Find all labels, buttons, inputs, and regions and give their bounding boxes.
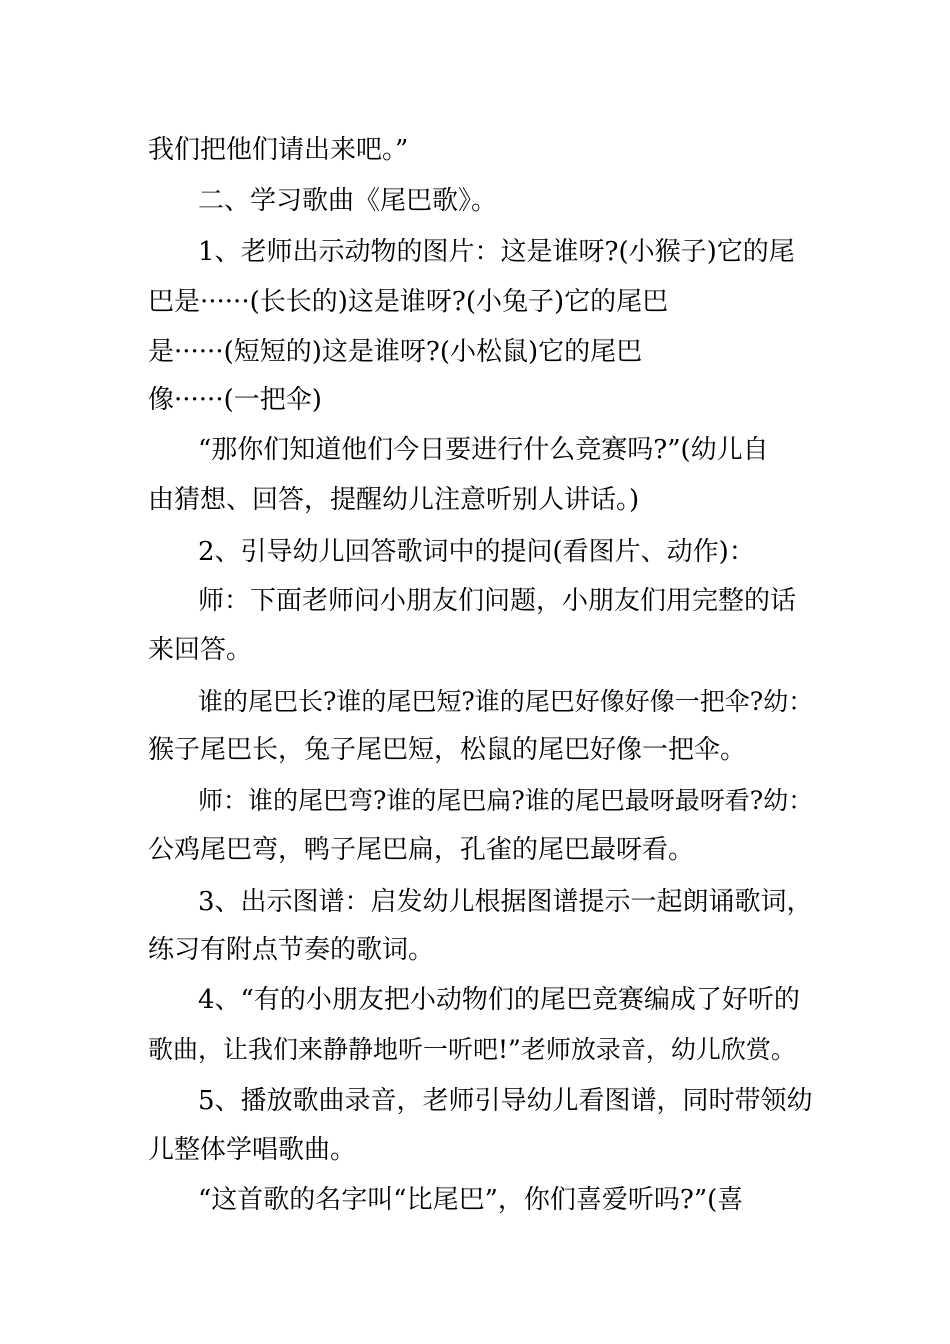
text-line: 猴子尾巴长，兔子尾巴短，松鼠的尾巴好像一把伞。 (148, 735, 747, 765)
text-line: “这首歌的名字叫“比尾巴”，你们喜爱听吗?”(喜 (198, 1185, 744, 1215)
text-line: 3、出示图谱：启发幼儿根据图谱提示一起朗诵歌词， (198, 887, 813, 917)
text-line: 由猜想、回答，提醒幼儿注意听别人讲话。) (148, 485, 640, 515)
text-line: 2、引导幼儿回答歌词中的提问(看图片、动作)： (198, 537, 755, 567)
text-line: 4、“有的小朋友把小动物们的尾巴竞赛编成了好听的 (198, 985, 800, 1015)
text-line: 公鸡尾巴弯，鸭子尾巴扁，孔雀的尾巴最呀看。 (148, 835, 695, 865)
section-heading: 二、学习歌曲《尾巴歌》。 (198, 186, 498, 216)
text-line: 歌曲，让我们来静静地听一听吧!”老师放录音，幼儿欣赏。 (148, 1035, 796, 1064)
text-line: 师：谁的尾巴弯?谁的尾巴扁?谁的尾巴最呀最呀看?幼： (198, 786, 814, 815)
text-line: 师：下面老师问小朋友们问题，小朋友们用完整的话 (198, 586, 797, 616)
text-line: 谁的尾巴长?谁的尾巴短?谁的尾巴好像好像一把伞?幼： (198, 687, 814, 716)
text-line: “那你们知道他们今日要进行什么竞赛吗?”(幼儿自 (198, 435, 769, 465)
text-line: 来回答。 (148, 635, 253, 665)
text-line: 巴是······(长长的)这是谁呀?(小兔子)它的尾巴 (148, 287, 669, 317)
text-line: 我们把他们请出来吧。” (148, 135, 409, 165)
text-line: 是······(短短的)这是谁呀?(小松鼠)它的尾巴 (148, 337, 643, 367)
text-line: 儿整体学唱歌曲。 (148, 1135, 357, 1165)
text-line: 1、老师出示动物的图片：这是谁呀?(小猴子)它的尾 (198, 237, 795, 267)
text-line: 练习有附点节奏的歌词。 (148, 935, 435, 965)
text-line: 5、播放歌曲录音，老师引导幼儿看图谱，同时带领幼 (198, 1086, 813, 1116)
text-line: 像······(一把伞) (148, 385, 322, 415)
